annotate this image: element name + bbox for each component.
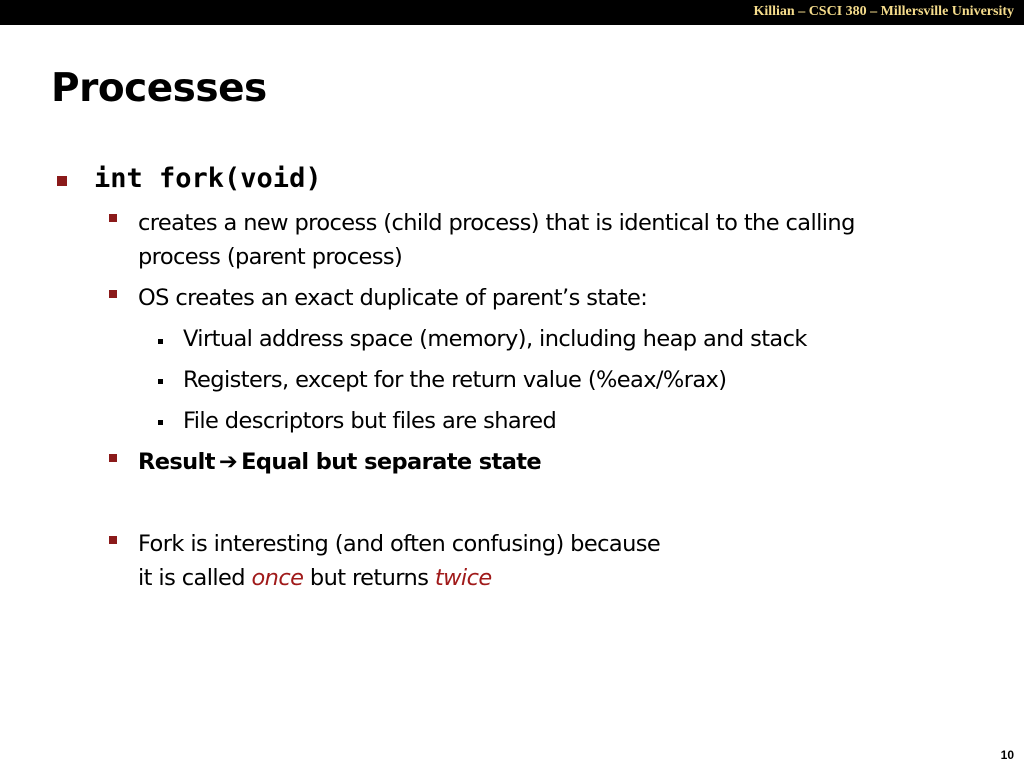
slide-number: 10 bbox=[1000, 748, 1014, 762]
fork-line bbox=[138, 564, 492, 592]
list-item-text: File descriptors but files are shared bbox=[183, 408, 557, 434]
bullet-icon bbox=[57, 176, 67, 186]
result-line bbox=[138, 448, 541, 476]
emphasis-twice: twice bbox=[434, 565, 492, 591]
bullet-icon bbox=[109, 214, 117, 222]
code-heading: int fork(void) bbox=[94, 163, 322, 194]
bullet-icon bbox=[109, 536, 117, 544]
list-item-text: process (parent process) bbox=[138, 244, 403, 270]
result-label: Result bbox=[138, 449, 215, 475]
bullet-icon bbox=[109, 290, 117, 298]
list-item-text: Virtual address space (memory), including heap and stack bbox=[183, 326, 807, 352]
bullet-icon bbox=[109, 454, 117, 462]
bullet-icon bbox=[158, 379, 163, 384]
list-item-text: creates a new process (child process) that is identical to the calling bbox=[138, 210, 855, 236]
emphasis-once: once bbox=[251, 565, 304, 591]
list-item-text: Registers, except for the return value (%eax/%rax) bbox=[183, 367, 727, 393]
header-text: Killian – CSCI 380 – Millersville University bbox=[753, 4, 1014, 19]
list-item-text: OS creates an exact duplicate of parent’s state: bbox=[138, 285, 648, 311]
fork-text-part: but returns bbox=[303, 565, 435, 591]
header-bar bbox=[0, 0, 1024, 25]
list-item-text: Fork is interesting (and often confusing) because bbox=[138, 531, 661, 557]
result-text: Equal but separate state bbox=[241, 449, 542, 475]
bullet-icon bbox=[158, 420, 163, 425]
slide-title: Processes bbox=[51, 66, 267, 111]
fork-text-part: it is called bbox=[138, 565, 252, 591]
right-arrow-icon: ➔ bbox=[218, 449, 238, 475]
bullet-icon bbox=[158, 339, 163, 344]
